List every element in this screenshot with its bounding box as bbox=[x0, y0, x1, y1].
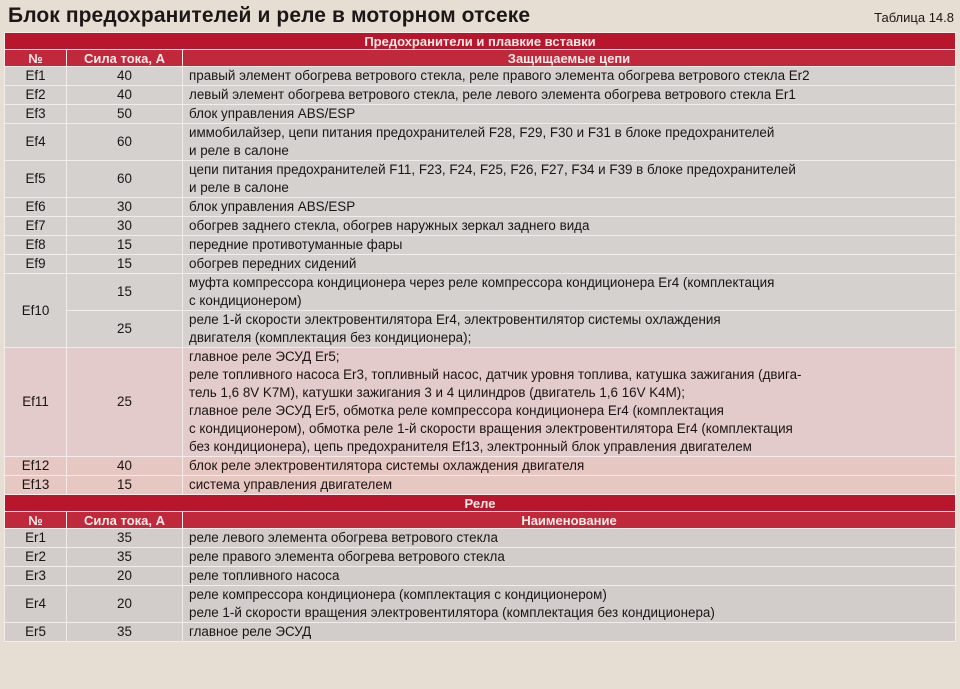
fuse-row-ef12 bbox=[5, 457, 956, 476]
fuse-row-ef10 bbox=[5, 274, 956, 311]
fuses-section-title: Предохранители и плавкие вставки bbox=[5, 33, 956, 50]
circuit-line: блок управления ABS/ESP bbox=[189, 199, 356, 214]
fuse-circuits bbox=[183, 86, 956, 105]
relay-line: реле топливного насоса bbox=[189, 568, 340, 583]
relay-number: Er1 bbox=[5, 529, 67, 548]
relay-row-er5 bbox=[5, 623, 956, 642]
relays-section-header bbox=[5, 495, 956, 512]
column-header-name: Наименование bbox=[183, 512, 956, 529]
fuse-row-ef6 bbox=[5, 198, 956, 217]
fuse-row-ef4 bbox=[5, 124, 956, 161]
fuse-circuits bbox=[183, 198, 956, 217]
fuse-number: Ef3 bbox=[5, 105, 67, 124]
relay-current: 20 bbox=[67, 567, 183, 586]
circuit-line: муфта компрессора кондиционера через реле компрессора кондиционера Er4 (комплектация bbox=[189, 275, 775, 290]
column-header-amp: Сила тока, А bbox=[67, 512, 183, 529]
relay-line: реле 1-й скорости вращения электровентилятора (комплектация без кондиционера) bbox=[189, 605, 715, 620]
relay-line: главное реле ЭСУД bbox=[189, 624, 312, 639]
fuse-relay-table bbox=[4, 32, 956, 642]
fuse-current: 15 bbox=[67, 476, 183, 495]
circuit-line: правый элемент обогрева ветрового стекла, реле правого элемента обогрева ветрового стекла Er2 bbox=[189, 68, 810, 83]
circuit-line: и реле в салоне bbox=[189, 143, 289, 158]
fuse-number: Ef5 bbox=[5, 161, 67, 198]
circuit-line: без кондиционера), цепь предохранителя Ef13, электронный блок управления двигателем bbox=[189, 439, 752, 454]
relay-row-er2 bbox=[5, 548, 956, 567]
circuit-line: блок реле электровентилятора системы охлаждения двигателя bbox=[189, 458, 585, 473]
fuse-circuits bbox=[183, 255, 956, 274]
fuse-current: 25 bbox=[67, 348, 183, 457]
fuse-number: Ef9 bbox=[5, 255, 67, 274]
fuse-number: Ef1 bbox=[5, 67, 67, 86]
fuse-row-ef5 bbox=[5, 161, 956, 198]
relays-column-header bbox=[5, 512, 956, 529]
table-number: Таблица 14.8 bbox=[874, 10, 954, 25]
fuse-row-ef13 bbox=[5, 476, 956, 495]
fuse-row-ef1 bbox=[5, 67, 956, 86]
fuse-current: 60 bbox=[67, 124, 183, 161]
fuse-current: 15 bbox=[67, 274, 183, 311]
relay-name bbox=[183, 529, 956, 548]
fuses-section-header bbox=[5, 33, 956, 50]
fuse-circuits bbox=[183, 274, 956, 311]
fuse-circuits bbox=[183, 311, 956, 348]
fuse-circuits bbox=[183, 457, 956, 476]
relay-current: 35 bbox=[67, 623, 183, 642]
fuse-current: 50 bbox=[67, 105, 183, 124]
column-header-no: № bbox=[5, 50, 67, 67]
circuit-line: цепи питания предохранителей F11, F23, F24, F25, F26, F27, F34 и F39 в блоке предохранителей bbox=[189, 162, 796, 177]
fuse-circuits bbox=[183, 161, 956, 198]
circuit-line: обогрев заднего стекла, обогрев наружных зеркал заднего вида bbox=[189, 218, 590, 233]
relay-current: 20 bbox=[67, 586, 183, 623]
fuse-circuits bbox=[183, 105, 956, 124]
fuse-row-ef7 bbox=[5, 217, 956, 236]
relay-line: реле правого элемента обогрева ветрового стекла bbox=[189, 549, 505, 564]
relay-number: Er2 bbox=[5, 548, 67, 567]
circuit-line: с кондиционером), обмотка реле 1-й скорости вращения электровентилятора Er4 (комплектация bbox=[189, 421, 793, 436]
fuse-circuits bbox=[183, 476, 956, 495]
circuit-line: левый элемент обогрева ветрового стекла, реле левого элемента обогрева ветрового стекла Er1 bbox=[189, 87, 796, 102]
fuse-current: 30 bbox=[67, 198, 183, 217]
column-header-no: № bbox=[5, 512, 67, 529]
relay-line: реле компрессора кондиционера (комплектация с кондиционером) bbox=[189, 587, 607, 602]
circuit-line: иммобилайзер, цепи питания предохранителей F28, F29, F30 и F31 в блоке предохранителей bbox=[189, 125, 775, 140]
circuit-line: тель 1,6 8V K7M), катушки зажигания 3 и 4 цилиндров (двигатель 1,6 16V K4M); bbox=[189, 385, 685, 400]
fuse-number: Ef12 bbox=[5, 457, 67, 476]
relay-number: Er5 bbox=[5, 623, 67, 642]
fuse-row-ef9 bbox=[5, 255, 956, 274]
fuse-current: 60 bbox=[67, 161, 183, 198]
circuit-line: главное реле ЭСУД Er5, обмотка реле компрессора кондиционера Er4 (комплектация bbox=[189, 403, 724, 418]
fuse-number: Ef8 bbox=[5, 236, 67, 255]
circuit-line: обогрев передних сидений bbox=[189, 256, 357, 271]
fuse-number: Ef7 bbox=[5, 217, 67, 236]
fuse-number: Ef2 bbox=[5, 86, 67, 105]
fuses-column-header bbox=[5, 50, 956, 67]
circuit-line: передние противотуманные фары bbox=[189, 237, 403, 252]
relay-name bbox=[183, 586, 956, 623]
fuse-current: 40 bbox=[67, 457, 183, 476]
fuse-number: Ef4 bbox=[5, 124, 67, 161]
fuse-current: 40 bbox=[67, 67, 183, 86]
fuse-current: 40 bbox=[67, 86, 183, 105]
fuse-row-ef10-alt bbox=[5, 311, 956, 348]
fuse-circuits bbox=[183, 348, 956, 457]
relay-row-er4 bbox=[5, 586, 956, 623]
fuse-number: Ef13 bbox=[5, 476, 67, 495]
fuse-number: Ef10 bbox=[5, 274, 67, 348]
fuse-current: 15 bbox=[67, 236, 183, 255]
relay-number: Er3 bbox=[5, 567, 67, 586]
fuse-circuits bbox=[183, 217, 956, 236]
circuit-line: с кондиционером) bbox=[189, 293, 302, 308]
relay-line: реле левого элемента обогрева ветрового стекла bbox=[189, 530, 498, 545]
fuse-row-ef8 bbox=[5, 236, 956, 255]
relay-row-er1 bbox=[5, 529, 956, 548]
circuit-line: блок управления ABS/ESP bbox=[189, 106, 356, 121]
column-header-amp: Сила тока, А bbox=[67, 50, 183, 67]
relay-name bbox=[183, 623, 956, 642]
fuse-row-ef11 bbox=[5, 348, 956, 457]
relay-name bbox=[183, 567, 956, 586]
circuit-line: система управления двигателем bbox=[189, 477, 393, 492]
column-header-circuits: Защищаемые цепи bbox=[183, 50, 956, 67]
page-title: Блок предохранителей и реле в моторном отсеке bbox=[8, 4, 531, 27]
relay-name bbox=[183, 548, 956, 567]
fuse-current: 30 bbox=[67, 217, 183, 236]
relay-current: 35 bbox=[67, 548, 183, 567]
fuse-number: Ef11 bbox=[5, 348, 67, 457]
fuse-row-ef2 bbox=[5, 86, 956, 105]
fuse-circuits bbox=[183, 67, 956, 86]
fuse-current: 25 bbox=[67, 311, 183, 348]
fuse-current: 15 bbox=[67, 255, 183, 274]
fuse-circuits bbox=[183, 236, 956, 255]
fuse-row-ef3 bbox=[5, 105, 956, 124]
circuit-line: и реле в салоне bbox=[189, 180, 289, 195]
fuse-number: Ef6 bbox=[5, 198, 67, 217]
fuse-circuits bbox=[183, 124, 956, 161]
circuit-line: главное реле ЭСУД Er5; bbox=[189, 349, 340, 364]
relay-current: 35 bbox=[67, 529, 183, 548]
relay-row-er3 bbox=[5, 567, 956, 586]
relay-number: Er4 bbox=[5, 586, 67, 623]
circuit-line: реле топливного насоса Er3, топливный насос, датчик уровня топлива, катушка зажигания (двига- bbox=[189, 367, 802, 382]
circuit-line: двигателя (комплектация без кондиционера); bbox=[189, 330, 472, 345]
circuit-line: реле 1-й скорости электровентилятора Er4, электровентилятор системы охлаждения bbox=[189, 312, 721, 327]
relays-section-title: Реле bbox=[5, 495, 956, 512]
